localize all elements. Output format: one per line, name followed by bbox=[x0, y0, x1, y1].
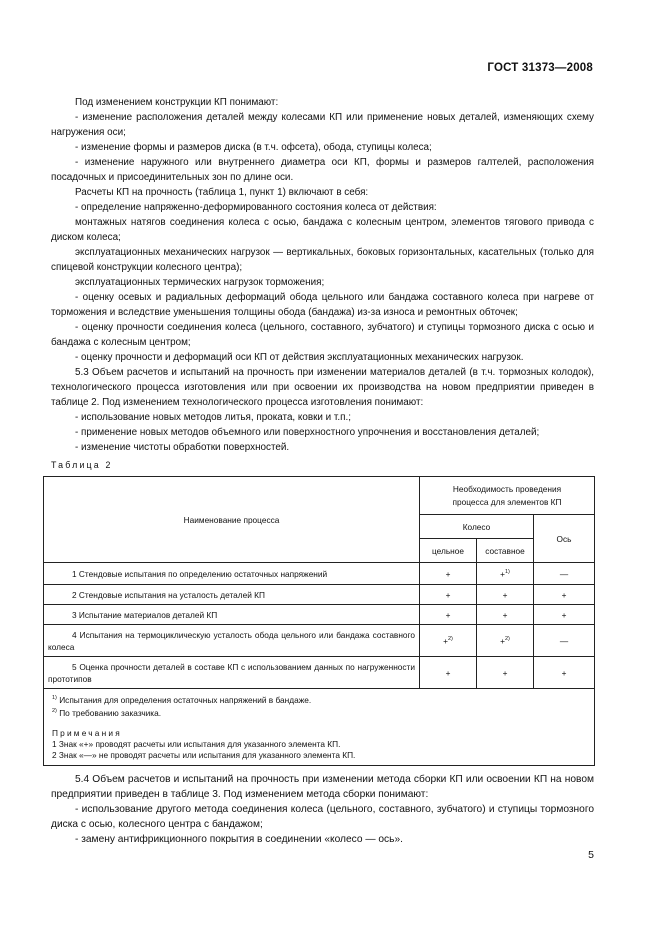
notes-title: Примечания bbox=[52, 727, 122, 738]
process-name: 3 Испытание материалов деталей КП bbox=[72, 609, 218, 620]
cell-composite: +$^{2)}$ bbox=[477, 625, 534, 657]
paragraph: - использование другого метода соединения колеса (цельного, составного, зубчатого) и ступицы тормозного диска с осью, колесного центра с бандажом; bbox=[51, 804, 594, 830]
process-name: 2 Стендовые испытания на усталость деталей КП bbox=[72, 589, 265, 600]
col-header-wheel: Колесо bbox=[420, 515, 534, 539]
col-header-solid: цельное bbox=[420, 539, 477, 563]
table-row bbox=[44, 585, 595, 605]
footnote-ref: 2) bbox=[447, 635, 453, 642]
process-table bbox=[43, 476, 595, 766]
footnote: $^{2)}$ По требованию заказчика. bbox=[52, 707, 162, 718]
col-header-process: Наименование процесса bbox=[44, 477, 420, 563]
paragraph: - изменение наружного или внутреннего диаметра оси КП, формы и размеров галтелей, расположения посадочных и присоединительных зон по длине оси. bbox=[51, 157, 594, 183]
cell-composite: + bbox=[477, 605, 534, 625]
note: 1 Знак «+» проводят расчеты или испытания для указанного элемента КП. bbox=[52, 738, 341, 749]
col-header-group: Необходимость проведения процесса для элементов КП bbox=[420, 477, 595, 515]
paragraph: - изменение чистоты обработки поверхностей. bbox=[75, 442, 290, 453]
process-name: 5 Оценка прочности деталей в составе КП с использованием данных по нагруженности прототипов bbox=[48, 661, 415, 684]
paragraph: - оценку осевых и радиальных деформаций обода цельного или бандажа составного колеса при нагреве от торможения и вследствие уменьшения толщины обода (бандажа) из-за износа и ремонтных обточек; bbox=[51, 292, 594, 318]
col-header-composite: составное bbox=[477, 539, 534, 563]
paragraph: - оценку прочности и деформаций оси КП от действия эксплуатационных механических нагрузок. bbox=[75, 352, 524, 363]
cell-axle: + bbox=[534, 585, 595, 605]
page-number: 5 bbox=[588, 849, 594, 861]
table-row bbox=[44, 563, 595, 585]
cell-composite: + bbox=[477, 657, 534, 689]
cell-solid: + bbox=[420, 585, 477, 605]
table-footnotes bbox=[44, 689, 595, 766]
outro-text bbox=[51, 772, 594, 847]
cell-solid: + bbox=[420, 605, 477, 625]
note: 2 Знак «—» не проводят расчеты или испытания для указанного элемента КП. bbox=[52, 749, 356, 760]
table-row bbox=[44, 605, 595, 625]
cell-axle: — bbox=[534, 563, 595, 585]
cell-composite: +$^{1)}$ bbox=[477, 563, 534, 585]
paragraph: 5.4 Объем расчетов и испытаний на прочность при изменении метода сборки КП или освоении КП на новом предприятии приведен в таблице 3. Под изменением метода сборки понимают: bbox=[51, 774, 594, 800]
paragraph: эксплуатационных термических нагрузок торможения; bbox=[75, 277, 325, 288]
paragraph: Расчеты КП на прочность (таблица 1, пункт 1) включают в себя: bbox=[75, 187, 369, 198]
cell-axle: + bbox=[534, 605, 595, 625]
footnote: $^{1)}$ Испытания для определения остаточных напряжений в бандаже. bbox=[52, 694, 312, 705]
footnote-ref: 2) bbox=[504, 635, 510, 642]
paragraph: - изменение формы и размеров диска (в т.ч. офсета), обода, ступицы колеса; bbox=[75, 142, 432, 153]
intro-text bbox=[51, 95, 594, 455]
cell-solid: + bbox=[420, 657, 477, 689]
paragraph: - замену антифрикционного покрытия в соединении «колесо — ось». bbox=[75, 834, 403, 845]
cell-axle: — bbox=[534, 625, 595, 657]
document-header: ГОСТ 31373—2008 bbox=[487, 62, 593, 74]
table-caption: Таблица 2 bbox=[51, 460, 113, 470]
process-name: 1 Стендовые испытания по определению остаточных напряжений bbox=[72, 568, 328, 579]
paragraph: - применение новых методов объемного или поверхностного упрочнения и восстановления деталей; bbox=[75, 427, 540, 438]
paragraph: - определение напряженно-деформированного состояния колеса от действия: bbox=[75, 202, 437, 213]
cell-solid: + bbox=[420, 563, 477, 585]
paragraph: 5.3 Объем расчетов и испытаний на прочность при изменении материалов деталей (в т.ч. тормозных колодок), технологического процесса изготовления или при освоении их производства на новом предприятии приведен в таблице 2. Под изменением технологического процесса изготовления понимают: bbox=[51, 367, 594, 408]
paragraph: монтажных натягов соединения колеса с осью, бандажа с колесным центром, элементов тягового привода с диском колеса; bbox=[51, 217, 594, 243]
paragraph: - изменение расположения деталей между колесами КП или применение новых деталей, изменяющих схему нагружения оси; bbox=[51, 112, 594, 138]
paragraph: Под изменением конструкции КП понимают: bbox=[75, 97, 279, 108]
cell-solid: +$^{2)}$ bbox=[420, 625, 477, 657]
process-name: 4 Испытания на термоциклическую усталость обода цельного или бандажа составного колеса bbox=[48, 629, 415, 652]
col-header-axle: Ось bbox=[534, 515, 595, 563]
table-row bbox=[44, 657, 595, 689]
paragraph: - оценку прочности соединения колеса (цельного, составного, зубчатого) и ступицы тормозного диска с осью и бандажа с колесным центром; bbox=[51, 322, 594, 348]
paragraph: - использование новых методов литья, проката, ковки и т.п.; bbox=[75, 412, 351, 423]
cell-axle: + bbox=[534, 657, 595, 689]
cell-composite: + bbox=[477, 585, 534, 605]
table-row bbox=[44, 625, 595, 657]
paragraph: эксплуатационных механических нагрузок — вертикальных, боковых горизонтальных, касательных (только для спицевой конструкции колесного центра); bbox=[51, 247, 594, 273]
footnote-ref: 1) bbox=[504, 568, 510, 575]
